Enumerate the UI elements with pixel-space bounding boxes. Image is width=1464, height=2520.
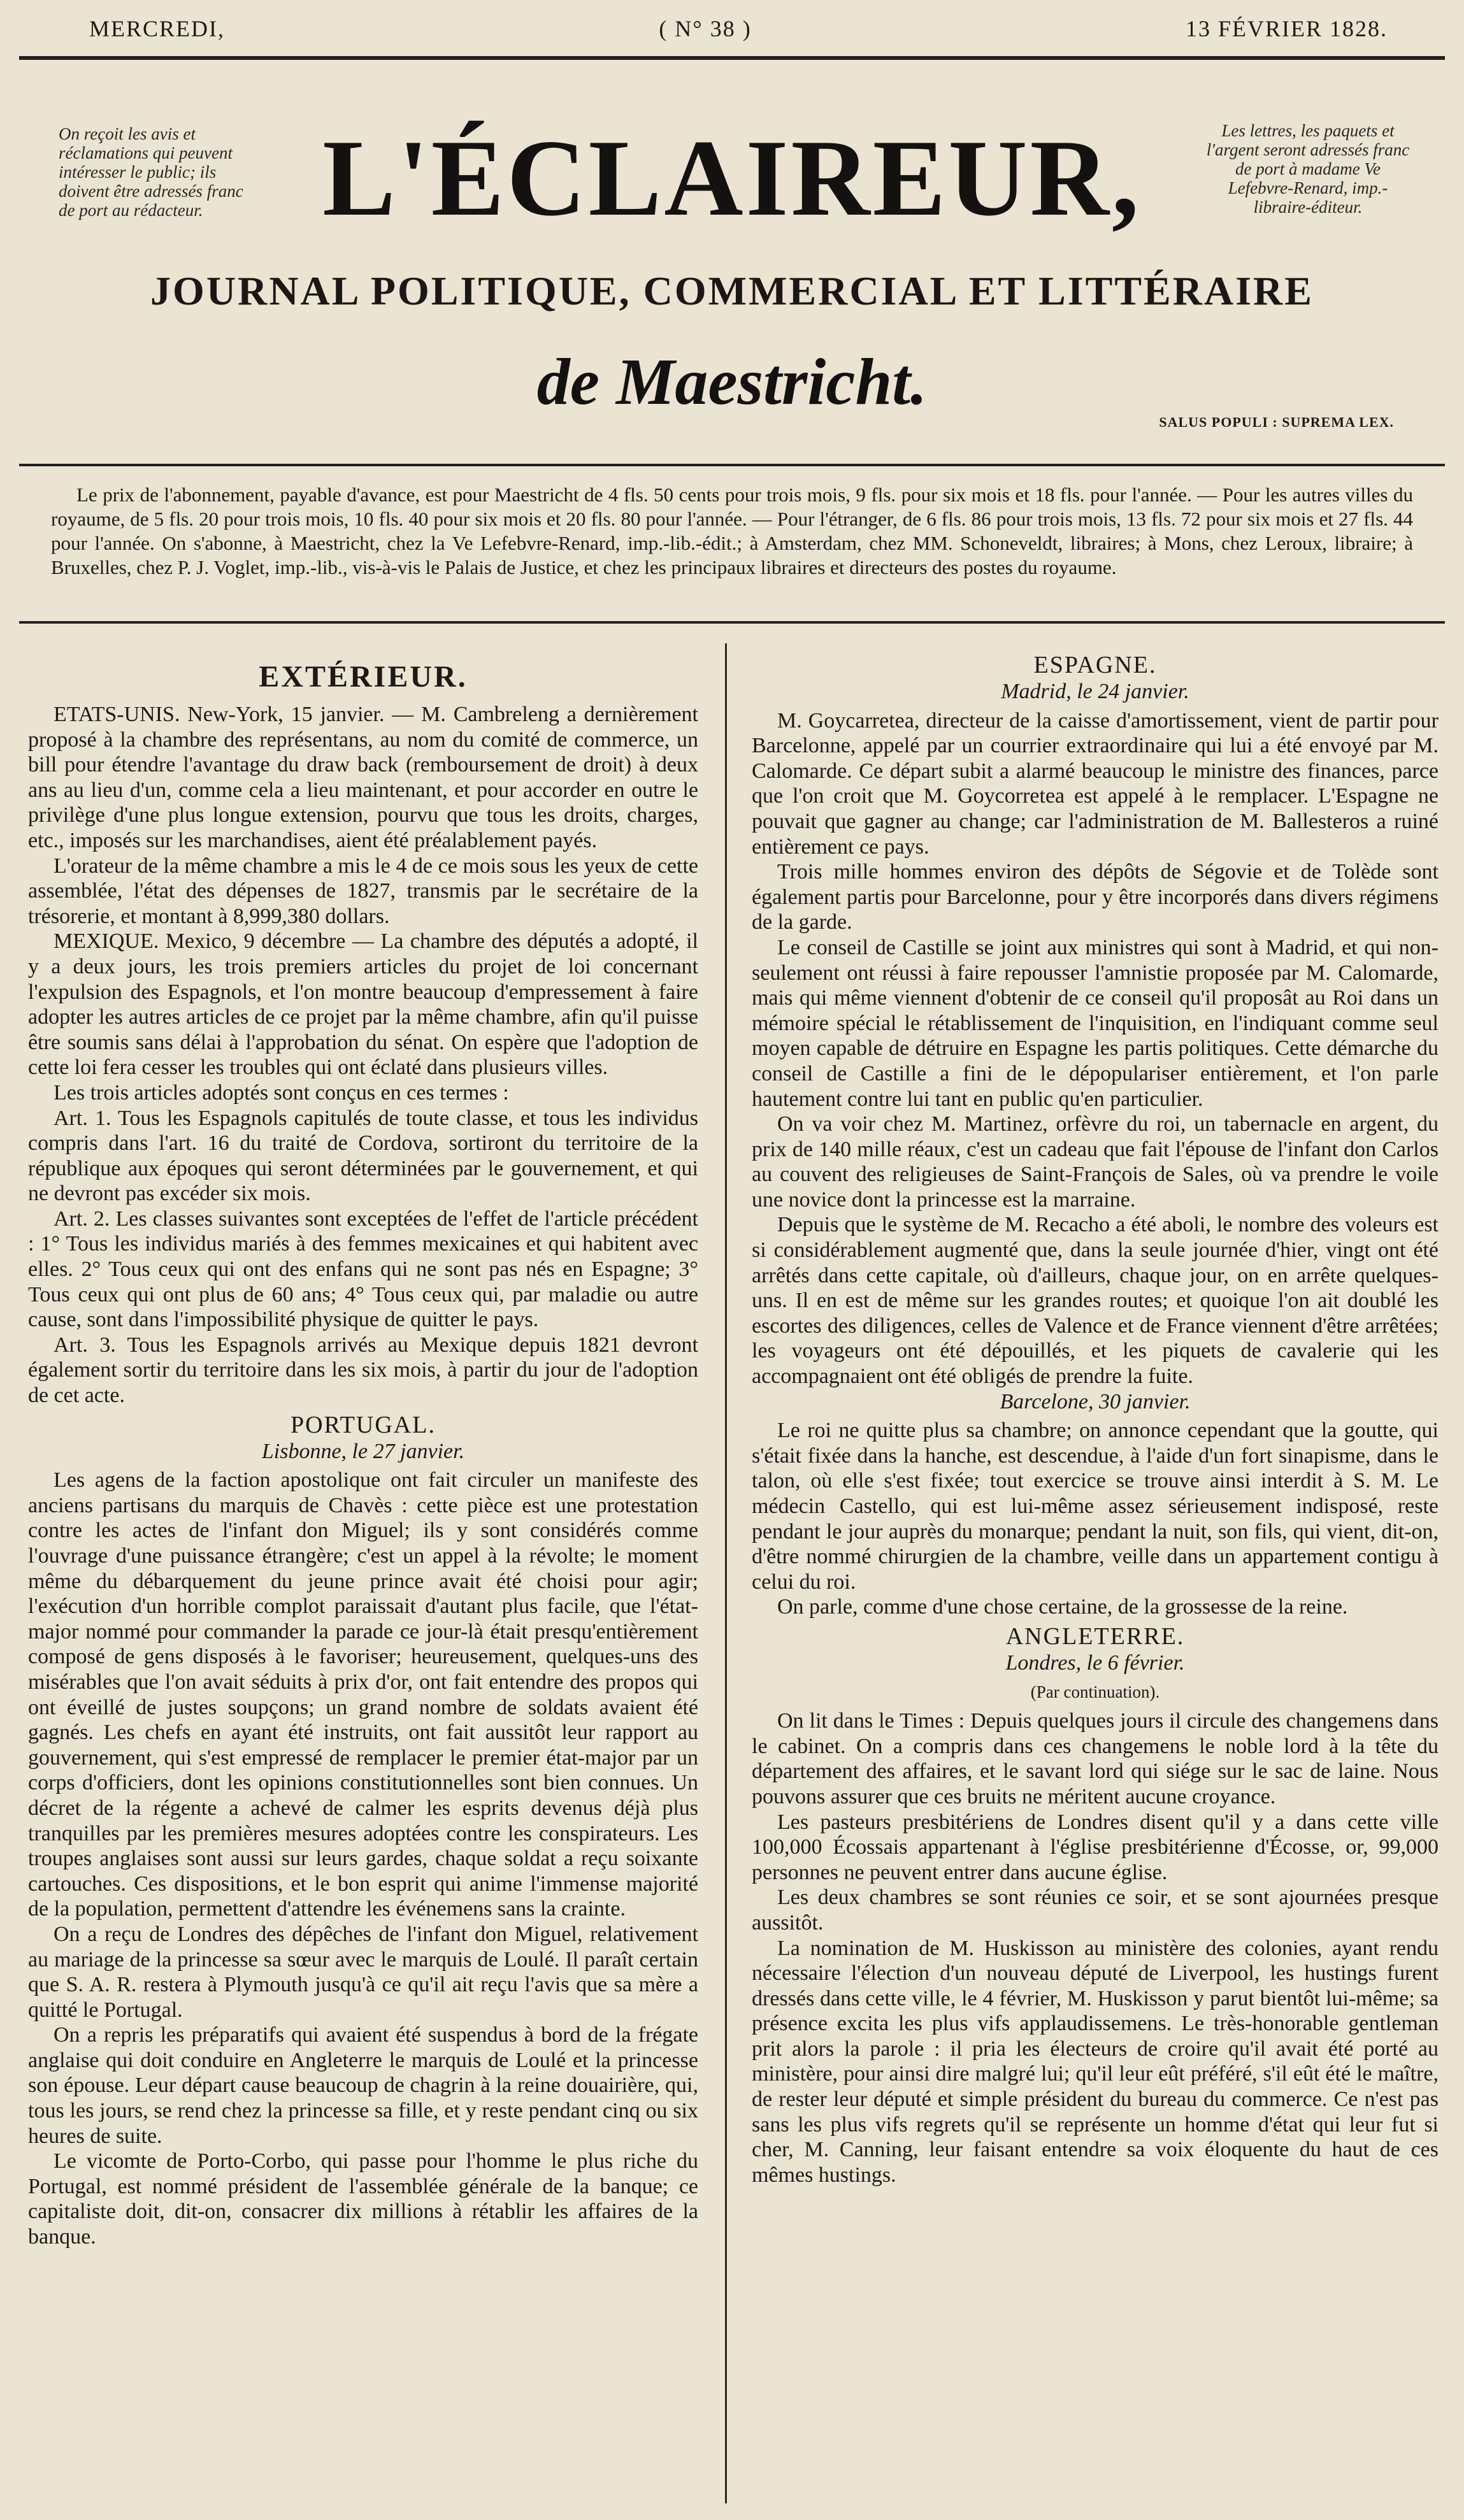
- article-paragraph: On a repris les préparatifs qui avaient été suspendus à bord de la frégate anglaise qui doit conduire en Angleterre le marquis de Loulé et la princesse son épouse. Leur départ cause beaucoup de chagrin à la reine douairière, qui, tous les jours, se rend chez la princesse sa fille, et y reste pendant cinq ou six heures de suite.: [28, 2023, 698, 2148]
- article-paragraph: Art. 1. Tous les Espagnols capitulés de toute classe, et tous les individus compris dans l'art. 16 du traité de Cordova, sortiront du territoire de la république aux époques qui seront déterminées par le gouvernement, et qui ne devront pas excéder six mois.: [28, 1106, 698, 1206]
- dateline: Lisbonne, le 27 janvier.: [261, 1439, 465, 1463]
- issue-line: [89, 6, 1388, 51]
- article-paragraph: On lit dans le Times : Depuis quelques jours il circule des changemens dans le cabinet. On a compris dans ces changemens le noble lord à la tête du département des affaires, et le savant lord qui siége sur le sac de laine. Nous pouvons assurer que ces bruits ne méritent aucune croyance.: [752, 1709, 1439, 1808]
- article-paragraph: Le roi ne quitte plus sa chambre; on annonce cependant que la goutte, qui s'était fixée dans la hanche, est descendue, à l'aide d'un fort sinapisme, dans le talon, où elle s'est fixée; tout exercice se trouve ainsi interdit à S. M. Le médecin Castello, qui est lui-même assez sérieusement indisposé, reste pendant le jour auprès du monarque; pendant la nuit, son fils, qui vient, dit-on, d'être nommé chirurgien de la chambre, veille dans un appartement contigu à celui du roi.: [752, 1419, 1439, 1594]
- dateline: Londres, le 6 février.: [1005, 1650, 1185, 1675]
- article-paragraph: On a reçu de Londres des dépêches de l'infant don Miguel, relativement au mariage de la princesse sa sœur avec le marquis de Loulé. Il paraît certain que S. A. R. restera à Plymouth jusqu'à ce qu'il ait reçu l'avis que sa mère a quitté le Portugal.: [28, 1922, 698, 2022]
- article-paragraph: M. Goycarretea, directeur de la caisse d'amortissement, vient de partir pour Barcelonne, appelé par un courrier extraordinaire qui lui a été envoyé par M. Calomarde. Ce départ subit a alarmé beaucoup le ministre des finances, parce que l'on croit que M. Goycorretea est appelé à le remplacer. L'Espagne ne pouvait que gagner au change; car l'administration de M. Ballesteros a ruiné entièrement ce pays.: [752, 708, 1439, 859]
- masthead-rule: [19, 464, 1445, 466]
- newspaper-subtitle: JOURNAL POLITIQUE, COMMERCIAL ET LITTÉRAIRE: [150, 268, 1314, 313]
- dateline: Madrid, le 24 janvier.: [1001, 680, 1189, 703]
- article-paragraph: Les agens de la faction apostolique ont fait circuler un manifeste des anciens partisans du marquis de Chavès : cette pièce est une protestation contre les actes de l'infant don Miguel; ils y sont considérés comme l'ouvrage d'une puissance étrangère; c'est un appel à la révolte; le moment même du débarquement du jeune prince avait été choisi pour agir; l'exécution d'un horrible complot paraissait d'autant plus facile, que l'état-major nommé pour commander la parade ce jour-là était presqu'entièrement composé de gens disposés à le favoriser; heureusement, quelques-uns des misérables que l'on avait séduits à prix d'or, ont fait entendre des propos qui ont éveillé de justes soupçons; un grand nombre de soldats avaient été gagnés. Les chefs en ayant été instruits, ont fait aussitôt leur rapport au gouvernement, qui s'est empressé de remplacer le premier état-major par un corps d'officiers, dont les opinions constitutionnelles sont bien connues. Un décret de la régente a achevé de calmer les esprits devenus déjà plus tranquilles par les premières mesures adoptées contre les conspirateurs. Les troupes anglaises sont aussi sur leurs gardes, chaque soldat a reçu soixante cartouches. Ces dispositions, et le bon esprit qui anime l'immense majorité de la population, permettent d'attendre les événemens sans la crainte.: [28, 1468, 698, 1921]
- article-paragraph: Les trois articles adoptés sont conçus en ces termes :: [54, 1080, 509, 1105]
- article-paragraph: ETATS-UNIS. New-York, 15 janvier. — M. Cambreleng a dernièrement proposé à la chambre des représentans, au nom du comité de commerce, un bill pour étendre l'avantage du draw back (remboursement de droit) à deux ans au lieu d'un, comme cela a lieu maintenant, et pour accorder en outre le privilège d'une plus longue extension, pourvu que tous les droits, charges, etc., imposés sur les marchandises, aient été préalablement payés.: [28, 703, 698, 852]
- column-divider: [725, 643, 727, 2503]
- newspaper-motto: SALUS POPULI : SUPREMA LEX.: [1159, 414, 1394, 430]
- article-paragraph: Le conseil de Castille se joint aux ministres qui sont à Madrid, et qui non-seulement ont réussi à faire repousser l'amnistie proposée par M. Calomarde, mais qui même viennent d'obtenir de ce conseil qu'il proposât au Roi dans un mémoire spécial le rétablissement de l'inquisition, en l'indiquant comme seul moyen capable de détruire en Espagne les partis politiques. Cette démarche du conseil de Castille a fini de le dépopulariser entièrement, et l'on parle hautement contre lui tant en public qu'en particulier.: [752, 935, 1439, 1111]
- article-paragraph: Le vicomte de Porto-Corbo, qui passe pour l'homme le plus riche du Portugal, est nommé président de l'assemblée générale de la banque; ce capitaliste doit, dit-on, consacrer dix millions à rétablir les affaires de la banque.: [28, 2149, 698, 2249]
- issue-day: MERCREDI,: [89, 16, 226, 41]
- subscription-terms: Le prix de l'abonnement, payable d'avance, est pour Maestricht de 4 fls. 50 cents pour trois mois, 9 fls. pour six mois et 18 fls. pour l'année. — Pour les autres villes du royaume, de 5 fls. 20 pour trois mois, 10 fls. 40 pour six mois et 20 fls. 80 pour l'année. — Pour l'étranger, de 6 fls. 86 pour trois mois, 13 fls. 72 pour six mois et 27 fls. 44 pour l'année. On s'abonne, à Maestricht, chez la Ve Lefebvre-Renard, imp.-lib.-édit.; à Amsterdam, chez MM. Schoneveldt, libraires; à Mons, chez Leroux, libraire; à Bruxelles, chez P. J. Voglet, imp.-lib., vis-à-vis le Palais de Justice, et chez les principaux libraires et directeurs des postes du royaume.: [51, 483, 1413, 578]
- article-paragraph: Depuis que le système de M. Recacho a été aboli, le nombre des voleurs est si considérablement augmenté que, dans la seule journée d'hier, vingt ont été arrêtés dans cette capitale, où d'ailleurs, chaque jour, on en arrête quelques-uns. Il en est de même sur les grandes routes; et quoique l'on ait doublé les escortes des diligences, celles de Valence et de France viennent d'être arrêtées; les voyageurs ont été dépouillés, et les piquets de cavalerie qui les accompagnaient ont été obligés de prendre la fuite.: [752, 1213, 1439, 1389]
- right-column: [752, 648, 1439, 2187]
- article-paragraph: Trois mille hommes environ des dépôts de Ségovie et de Tolède sont également partis pour Barcelonne, pour y être incorporés dans divers régimens de la garde.: [752, 860, 1439, 934]
- issue-number: ( N° 38 ): [659, 16, 752, 41]
- subscription-rule: [19, 621, 1445, 624]
- article-paragraph: Les deux chambres se sont réunies ce soir, et se sont ajournées presque aussitôt.: [752, 1886, 1439, 1935]
- newspaper-city: de Maestricht.: [536, 345, 928, 419]
- continuation-note: (Par continuation).: [1030, 1682, 1160, 1701]
- country-heading: ESPAGNE.: [1033, 652, 1157, 678]
- country-heading: ANGLETERRE.: [1005, 1622, 1185, 1650]
- article-paragraph: L'orateur de la même chambre a mis le 4 de ce mois sous les yeux de cette assemblée, l'état des dépenses de 1827, transmis par le secrétaire de la trésorerie, et montant à 8,999,380 dollars.: [28, 854, 698, 928]
- dateline: Barcelone, 30 janvier.: [1000, 1389, 1191, 1414]
- article-paragraph: Art. 3. Tous les Espagnols arrivés au Mexique depuis 1821 devront également sortir du territoire dans les six mois, à partir du jour de l'adoption de cet acte.: [28, 1333, 698, 1408]
- article-paragraph: La nomination de M. Huskisson au ministère des colonies, ayant rendu nécessaire l'élection d'un nouveau député de Liverpool, les hustings furent dressés dans cette ville, le 4 février, M. Huskisson y parut bientôt lui-même; sa présence excita les plus vifs applaudissemens. Le très-honorable gentleman prit alors la parole : il pria les électeurs de croire qu'il avait été porté au ministère, pour ainsi dire malgré lui; qu'il leur eût préféré, s'il eût été le maître, de rester leur député et simple président du bureau du commerce. Ce n'est pas sans les plus vifs regrets qu'il se représente un homme d'état qui leur fut si cher, M. Canning, leur faisant entendre sa voix éloquente du haut de ces mêmes hustings.: [752, 1936, 1439, 2187]
- article-paragraph: Art. 2. Les classes suivantes sont exceptées de l'effet de l'article précédent : 1° Tous les individus mariés à des femmes mexicaines et qui habitent avec elles. 2° Tous ceux qui ont des enfans qui ne sont pas nés en Espagne; 3° Tous ceux qui ont plus de 60 ans; 4° Tous ceux qui, par maladie ou autre cause, sont dans l'impossibilité physique de quitter le pays.: [28, 1206, 698, 1332]
- issue-date: 13 FÉVRIER 1828.: [1185, 16, 1388, 41]
- newspaper-title: L'ÉCLAIREUR,: [322, 118, 1142, 239]
- masthead-left-note: On reçoit les avis et réclamations qui peuvent intéresser le public; ils doivent être adressés franc de port au rédacteur.: [59, 124, 243, 220]
- article-paragraph: Les pasteurs presbitériens de Londres disent qu'il y a dans cette ville 100,000 Écossais appartenant à l'église presbitérienne d'Écosse, or, 99,000 personnes ne peuvent entrer dans aucune église.: [752, 1810, 1439, 1884]
- article-paragraph: On va voir chez M. Martinez, orfèvre du roi, un tabernacle en argent, du prix de 140 mille réaux, c'est un cadeau que fait l'épouse de l'infant don Carlos au couvent des religieuses de Saint-François de Sales, où va prendre le voile une novice dont la princesse est la marraine.: [752, 1112, 1439, 1212]
- left-column: [28, 648, 698, 2250]
- top-rule: [19, 56, 1445, 60]
- masthead-right-note: Les lettres, les paquets et l'argent seront adressés franc de port à madame Ve Lefebvre-Renard, imp.-libraire-éditeur.: [1206, 121, 1410, 217]
- country-heading: PORTUGAL.: [291, 1411, 436, 1438]
- article-paragraph: On parle, comme d'une chose certaine, de la grossesse de la reine.: [777, 1595, 1348, 1619]
- section-heading: EXTÉRIEUR.: [259, 660, 468, 694]
- article-paragraph: MEXIQUE. Mexico, 9 décembre — La chambre des députés a adopté, il y a deux jours, les trois premiers articles du projet de loi concernant l'expulsion des Espagnols, et l'on montre beaucoup d'empressement à faire adopter les autres articles de ce projet par la même chambre, afin qu'il puisse être soumis sans délai à l'approbation du sénat. On espère que l'adoption de cette loi fera cesser les troubles qui ont éclaté dans plusieurs villes.: [28, 929, 698, 1080]
